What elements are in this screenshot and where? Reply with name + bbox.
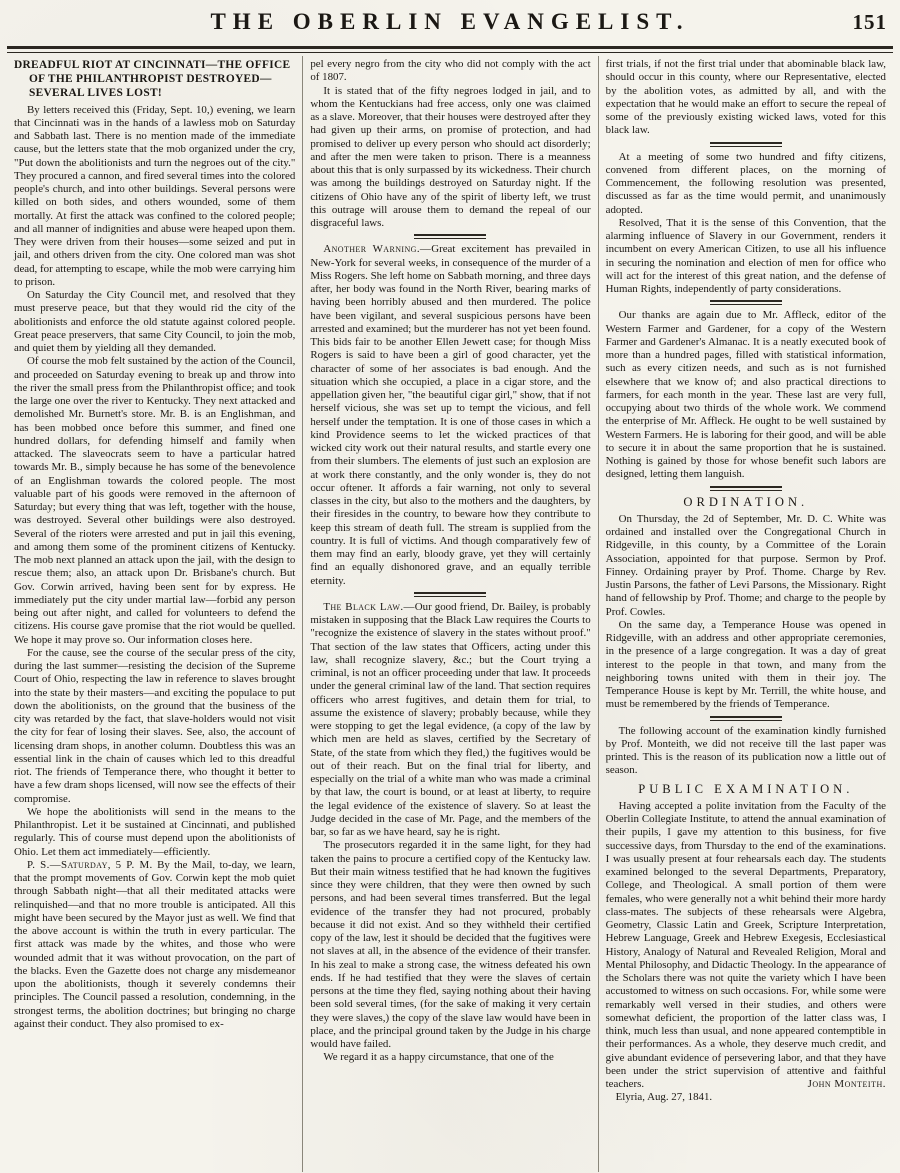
text-run: DREADFUL RIOT AT CINCINNATI—THE OFFICE OF THE PHILANTHROPIST DESTROYED—SEVERAL LIVES LOST! [14, 59, 291, 100]
paragraph [606, 725, 886, 778]
column-1 [7, 56, 302, 1172]
text-run: PUBLIC EXAMINATION. [638, 781, 854, 796]
article-separator-rule [414, 592, 486, 597]
article-lead-in: P. S.—Saturday, 5 P. M. [27, 858, 153, 871]
paragraph [606, 513, 886, 619]
paragraph [14, 289, 295, 355]
paragraph [310, 58, 590, 85]
text-run: We hope the abolitionists will send in the means to the Philanthropist. Let it be sustained at Cincinnati, and published regularly. This of course must depend upon the abolitionists of Ohio. Let them act immediately—efficiently. [14, 805, 296, 858]
paragraph [310, 243, 590, 588]
article-separator-rule [710, 486, 782, 491]
text-run: Resolved, That it is the sense of this Convention, that the alarming influence of Slavery in our Government, renders it incumbent on every American Citizen, to use all his influence in securing the nomination and election of men for office who will act for the interest of this great nation, and the defense of Human Rights, independently of party considerations. [605, 216, 886, 295]
paragraph [14, 859, 295, 1031]
text-run: The prosecutors regarded it in the same light, for they had taken the pains to procure a certified copy of the Kentucky law. But their main witness testified that he had known the fugitives since they were children, that they were then owned by such persons, and had been several times transferred. But the legal evidence of the transfer they had not procured, probably because it did not exist. And so they withheld their certified copy of the law, lest it should be decided that the fugitives were not slaves at all, in the absence of the evidence of their transfer. In his zeal to make a strong case, the witness defeated his own ends. If he had testified that they were the slaves of certain persons at the time they fled, saying nothing about their having been sold several times, (for the sake of making it very certain they were slaves,) the copy of the slave law would have been in place, and the principal ground taken by the Judge in his charge would have failed. [310, 839, 591, 1050]
paragraph [606, 309, 886, 481]
text-run: first trials, if not the first trial under that abominable black law, should occur in this county, where our Representative, elected by the abolition votes, as admitted by all, and with the expectation that he would make an effort to secure the repeal of some of the previously existing wicked laws, voted for this black law. [605, 58, 886, 137]
paragraph [310, 85, 590, 231]
column-2 [302, 56, 597, 1172]
masthead-divider-rule [7, 46, 893, 53]
text-run: We regard it as a happy circumstance, that one of the [323, 1051, 554, 1064]
dateline [606, 1091, 886, 1104]
text-run: Our thanks are again due to Mr. Affleck, editor of the Western Farmer and Gardener, for a copy of the Western Farmer and Gardener's Almanac. It is a neatly executed book of more than a hundred pages, filled with statistical information, such as every citizen needs, and such as is not furnished elsewhere that we know of; and also practical directions to farmers, for each month in the year. These last are very full, occupying about two thirds of the whole work. We commend the enterprise of Mr. Affleck. He ought to be well sustained by Western Farmers. He is laboring for their good, and will be able to secure it in about the same proportion that he is sustained. Nothing is gained by those for whose benefit such labors are designed, letting them languish. [605, 309, 886, 481]
text-run: Our good friend, Dr. Bailey, is probably mistaken in supposing that the Black Law requires the Courts to "recognize the existence of slavery in the states without proof." That section of the law states that Officers, acting under this law, shall recognize slavery, &c.; but the Court trying a criminal, is not an officer proceeding under that law. It proceeds under the general criminal law of the land. That section requires officers who arrest fugitives, and detain them for trial, to assume the existence of slavery; probably because, while they were stopping to get the legal evidence, (a copy of the law by which men are held as slaves, certified by the Secretary of State, of the state from which they fled,) the fugitives would be out of their reach. But on the final trial for liberty, and especially on the trial of a white man who was made a criminal by that law, the court is bound, or at least at liberty, to require the legal evidence of the existence of slavery. So at least the Judge decided in the case of Mr. Page, and the members of the bar, so far as we have heard, say he is right. [310, 600, 591, 838]
article-separator-rule [414, 234, 486, 239]
text-run: At a meeting of some two hundred and fifty citizens, convened from different places, on the morning of Commencement, the following resolution was presented, discussed as far as the time would permit, and unanimously adopted. [605, 150, 886, 216]
article-separator-rule [710, 142, 782, 147]
article-separator-rule [710, 716, 782, 721]
text-run: By letters received this (Friday, Sept. 10,) evening, we learn that Cincinnati was in the hands of a lawless mob on Saturday and Sabbath last. There is no mention made of the immediate cause, but the letters state that the mob organized under the cry, "Put down the abolitionists and turn the negroes out of the city." They procured a cannon, and fired several times into the colored people's church, and into other buildings. Several persons were killed on both sides, and others wounded, some of them mortally. At first the attack was confined to the colored people; and all manner of indignities and abuse were heaped upon them. They were driven from their houses—some seized and put in jail, and others driven from the city. One colored man was shot dead, for attempting to escape, while the mob were carrying him to prison. [14, 103, 296, 288]
text-run: Elyria, Aug. 27, 1841. [615, 1091, 713, 1104]
text-run: On the same day, a Temperance House was opened in Ridgeville, with an address and other appropriate ceremonies, in the presence of a large congregation. It was a day of great interest to the people in that town, and many from the neighboring towns united with them in their joy. The Temperance House is kept by Mr. Terrill, the white house, and must be remembered by the friends of Temperance. [605, 618, 886, 711]
paragraph [14, 104, 295, 290]
article-separator-rule [710, 300, 782, 305]
text-run: Of course the mob felt sustained by the action of the Council, and proceeded on Saturday evening to break up and throw into the river the small press from the Philanthropist office; and took the large one over the river to Kentucky. They next attacked and demolished Mr. Burnett's store. Mr. B. is an Englishman, and has been mobbed once before this summer, and fined one hundred dollars, for defending himself and family when attacked. The slaveocrats seem to have a particular hatred towards Mr. B., simply because he has some of the benevolence of an Englishman towards the colored people. The most valuable part of his goods were removed in the afternoon of Saturday; but every thing that was left, together with the house, was destroyed. Several other buildings were also destroyed. Several of the rioters were arrested and put in jail this evening, and among them some of the prominent citizens of Kentucky. The mob next planned an attack upon the jail, with the design to rescue them; also, an attack upon Dr. Brisbane's church. But Gov. Corwin arrived, having been sent for by express. He immediately put the city under martial law—forbid any person being out after night, and called for volunteers to defend the citizens. His course gave promise that the riot would be quelled. We hope it may prove so. Our information closes here. [14, 355, 296, 646]
text-run: On Thursday, the 2d of September, Mr. D. C. White was ordained and installed over the Congregational Church in Ridgeville, in this county, by a Committee of the Lorain Association, appointed for that purpose. Sermon by Prof. Finney. Ordaining prayer by Prof. Thome. Charge by Rev. Justin Parsons, the father of Levi Parsons, the Missionary. Right hand of fellowship by Prof. Thome; and charge to the people by Prof. Cowles. [605, 512, 886, 618]
text-run: Having accepted a polite invitation from the Faculty of the Oberlin Collegiate Institute, to attend the annual examination of their pupils, I gave my attention to this business, for five successive days, from Thursday to the end of the examinations. I was usually present at four rehearsals each day. The students examined belonged to the several Departments, Preparatory, College, and Theological. A small portion of them were females, who were generally not a whit behind their more hardy class-mates. The subjects of these rehearsals were Algebra, Geometry, Classic Latin and Greek, Scripture Interpretation, Hebrew Language, Greek and Hebrew Exegesis, Ecclesiastical History, Analogy of Natural and Revealed Religion, Moral and Mental Philosophy, and Didactic Theology. In the appearance of the Scholars there was not quite the variety which I have been accustomed to witness on such occasions. For, while some were remarkably well versed in their studies, and others were somewhat deficient, the proportion of the latter class was, I think, much less than usual, and none appeared contemptible in their performances. As a whole, they deserve much credit, and give abundant evidence of persevering labor, and that they have been under the strict supervision of attentive and faithful teachers. [605, 799, 886, 1090]
paragraph [14, 806, 295, 859]
paragraph [310, 839, 590, 1051]
paragraph [606, 58, 886, 138]
paragraph [606, 800, 886, 1092]
text-run: For the cause, see the course of the secular press of the city, during the last summer—resisting the decision of the Supreme Court of Ohio, respecting the law in reference to slaves brought into the state by their masters—and exciting the populace to put down the abolitionists, on the ground that the business of the city was retarded by the fact, that slave-holders would not visit the city for fear of losing their slaves. See, also, the account of licensing dram shops, in another column. Doubtless this was an essential link in the chain of causes which led to this dreadful riot. The friends of Temperance there, who thought it better to have a few dram shops licensed, will now see the effects of their compromise. [14, 646, 296, 805]
paragraph [606, 619, 886, 712]
text-run: On Saturday the City Council met, and resolved that they must preserve peace, but that they would rid the city of the abolitionists and enforce the old statute against colored people. Great peace preservers, that same City Council, to join the mob, and quiet them by yielding all they demanded. [14, 289, 296, 355]
section-title [606, 783, 886, 796]
paragraph [310, 601, 590, 840]
page-number: 151 [852, 10, 887, 34]
masthead [7, 0, 893, 46]
masthead-title: THE OBERLIN EVANGELIST. [210, 9, 690, 34]
text-run: It is stated that of the fifty negroes lodged in jail, and to whom the Kentuckians had free access, only one was claimed as a slave. Moreover, that their houses were destroyed after they had given up their arms, on promise of protection, and had promised to deliver up every person who should act disorderly; and after the men were taken to prison. There is a meanness about this that is only surpassed by its wickedness. Their church was among the buildings destroyed on Saturday night. If the citizens of Ohio have any of the spirit of liberty left, we trust this outrage will arouse them to demand the repeal of our disgraceful laws. [310, 84, 591, 229]
section-title [606, 496, 886, 509]
article-lead-in: The Black Law.— [323, 600, 415, 613]
article-lead-in: Another Warning.— [323, 243, 432, 256]
text-run: Great excitement has prevailed in New-York for several weeks, in consequence of the murder of a Miss Rogers. She left home on Sabbath morning, and three days after, her body was found in the North River, bearing marks of having been horribly abused and then murdered. The police have been vigilant, and several suspicious persons have been arrested and examined; but the murderer has not yet been found. This bids fair to be another Ellen Jewett case; for though Miss Rogers is said to have been a girl of good character, yet the character of some of her associates is bad enough. And the situation which she occupied, a place in a cigar store, and the appellation given her, "the beautiful cigar girl," show, that if not herself vicious, she was set up to tempt the vicious, and fell herself under the temptation. It is one of those cases in which a kind Providence seems to let the wicked practices of that wicked city work out their natural results, and startle every one from their slumbers. The elements of just such an explosion are at work there constantly, and the only wonder is, they do not occur oftener. It affords a fair warning, not only to several classes in the city, but also to the mothers and the daughters, by their firesides in the country, to beware how they contribute to keep this stream of death full. The stream is supplied from the country. It is full of victims. And though comparatively few of them may find an early, bloody grave, yet they will certainly find an equally dishonored grave, and an equally terrible eternity. [310, 243, 591, 587]
text-run: ORDINATION. [683, 494, 809, 509]
column-3 [598, 56, 893, 1172]
text-run: The following account of the examination kindly furnished by Prof. Monteith, we did not receive till the last paper was printed. This is the reason of its publication now a little out of season. [605, 724, 886, 777]
text-run: By the Mail, to-day, we learn, that the prompt movements of Gov. Corwin kept the mob quiet through Sabbath night—that all their meditated attacks were relinquished—and that no more trouble is anticipated. All this might have been secured by the Mayor just as well. We find that the above account is within the truth in every particular. The first attack was made by the whites, and those who were wounded admit that it was without provocation, on the part of the blacks. Even the Gazette does not charge any misdemeanor upon the abolitionists, though it severely condemns their principles. The Council passed a resolution, condemning, in the strongest terms, the abolition doctrines; but bringing no charge against their conduct. They also promised to ex- [14, 858, 296, 1030]
paragraph [14, 355, 295, 647]
text-run: pel every negro from the city who did not comply with the act of 1807. [310, 58, 591, 84]
paragraph [606, 217, 886, 297]
article-heading [14, 58, 295, 101]
column-container [7, 56, 893, 1172]
paragraph [310, 1051, 590, 1064]
paragraph [606, 151, 886, 217]
signature: John Monteith. [807, 1078, 886, 1090]
paragraph [14, 647, 295, 806]
